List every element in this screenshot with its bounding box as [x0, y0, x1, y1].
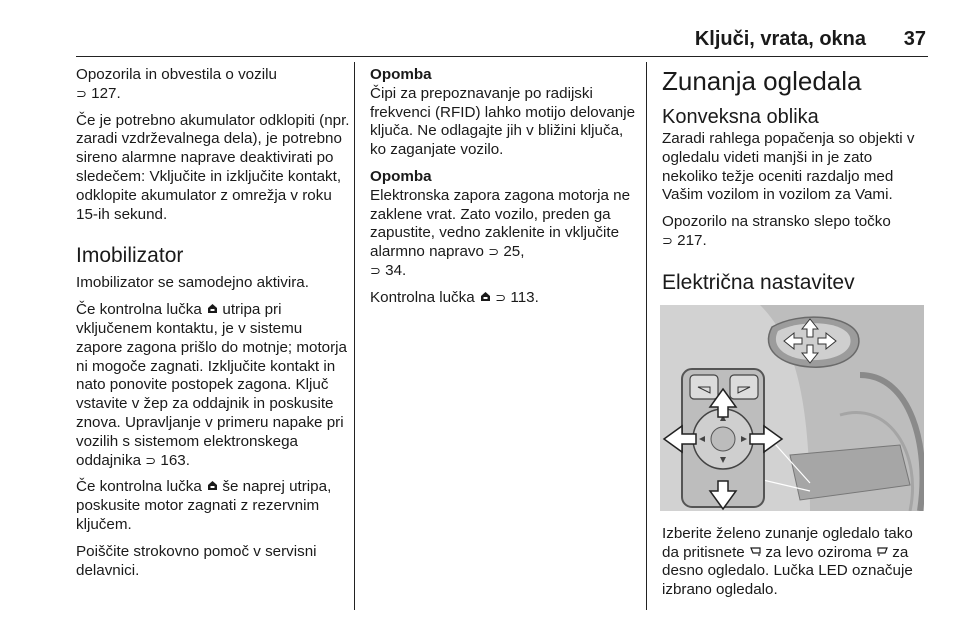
note-2-title: Opomba — [370, 167, 432, 185]
paragraph-select-mirror — [662, 525, 932, 600]
note-2-body: Elektronska zapora zagona motorja ne zaklene vrat. Zato vozilo, preden ga zapustite, vedno zaklenite in vključite alarmno napravo — [370, 186, 631, 261]
ref-arrow-icon: ⊃ — [662, 232, 673, 248]
paragraph-lamp-ref — [370, 289, 638, 308]
left-mirror-icon — [749, 546, 765, 560]
note-2-text — [370, 187, 638, 281]
mirror-control-illustration — [660, 305, 924, 511]
column-1 — [76, 66, 350, 588]
paragraph-spare-key — [76, 478, 350, 534]
page-header — [76, 0, 928, 56]
paragraph-blind-spot — [662, 213, 932, 251]
immobilizer-lamp-icon — [206, 480, 222, 494]
ref-arrow-icon: ⊃ — [370, 262, 381, 278]
ref-arrow-icon: ⊃ — [495, 289, 507, 305]
right-mirror-icon — [876, 546, 892, 560]
warnings-text: Opozorila in obvestila o vozilu — [76, 66, 277, 83]
paragraph-convex: Zaradi rahlega popačenja so objekti v ogledalu videti manjši in je zato nekoliko težje oceniti razdaljo med Vašim vozilom in vozilom za Vami. — [662, 130, 915, 204]
paragraph-lamp-flashing — [76, 301, 350, 470]
immobilizer-lamp-icon — [479, 291, 495, 305]
column-3 — [662, 66, 932, 608]
spare-key-text-a: Če kontrolna lučka — [76, 478, 202, 496]
paragraph-warnings — [76, 66, 350, 104]
heading-exterior-mirrors: Zunanja ogledala — [662, 66, 862, 96]
ref-arrow-icon: ⊃ — [145, 452, 157, 468]
select-mirror-text-b: za levo oziroma — [765, 543, 872, 561]
select-mirror-text-c: za desno ogledalo. Lučka LED označuje izbrano ogledalo. — [662, 543, 913, 599]
header-rule — [76, 56, 928, 57]
page-number: 37 — [903, 28, 926, 50]
paragraph-battery: Če je potrebno akumulator odklopiti (npr. zaradi vzdrževalnega dela), je potrebno sireno alarmne naprave deaktivirati po sledečem: Vključite in izključite kontakt, odklopite akumulator z omrežja v roku 15-ih sekund. — [76, 111, 350, 223]
page-ref-217[interactable]: 217. — [677, 231, 707, 249]
blind-spot-text: Opozorilo na stransko slepo točko — [662, 213, 891, 231]
ref-arrow-icon: ⊃ — [488, 244, 500, 260]
page-ref-34[interactable]: 34. — [385, 261, 407, 279]
paragraph-service: Poiščite strokovno pomoč v servisni delavnici. — [76, 542, 317, 579]
note-1-text: Čipi za prepoznavanje po radijski frekvenci (RFID) lahko motijo delovanje ključa. Ne odlagajte jih v bližini ključa, ko zaganjate vozilo. — [370, 84, 636, 159]
column-divider-right — [646, 62, 647, 610]
header-title: Ključi, vrata, okna — [694, 28, 866, 50]
column-divider-left — [354, 62, 355, 610]
ref-arrow-icon: ⊃ — [76, 85, 87, 101]
lamp-ref-text: Kontrolna lučka — [370, 288, 475, 306]
paragraph-auto-activate: Imobilizator se samodejno aktivira. — [76, 274, 309, 292]
note-1-title: Opomba — [370, 66, 432, 83]
column-2 — [370, 66, 638, 316]
heading-immobilizer: Imobilizator — [76, 244, 184, 268]
spare-key-text-b: še naprej utripa, poskusite motor zagnati z rezervnim ključem. — [76, 478, 332, 533]
lamp-flashing-text-a: Če kontrolna lučka — [76, 301, 202, 319]
immobilizer-lamp-icon — [206, 303, 222, 317]
page-ref-25[interactable]: 25, — [503, 243, 525, 261]
page-ref-127[interactable]: 127. — [91, 84, 121, 102]
select-mirror-text-a: Izberite želeno zunanje ogledalo tako da pritisnete — [662, 524, 913, 561]
page-ref-163[interactable]: 163. — [160, 451, 190, 469]
heading-convex: Konveksna oblika — [662, 106, 819, 128]
lamp-flashing-text-b: utripa pri vključenem kontaktu, je v sistemu zapore zagona prišlo do motnje; motorja ni mogoče zagnati. Izključite kontakt in nato ponovite postopek zagona. Ključ vstavite v žep za oddajnik in poskusite znova. Upravljanje v primeru napake pri vozilih s sistemom elektronskega oddajnika — [76, 301, 347, 469]
page-ref-113[interactable]: 113. — [510, 288, 539, 306]
heading-electric-adjust: Električna nastavitev — [662, 270, 855, 294]
